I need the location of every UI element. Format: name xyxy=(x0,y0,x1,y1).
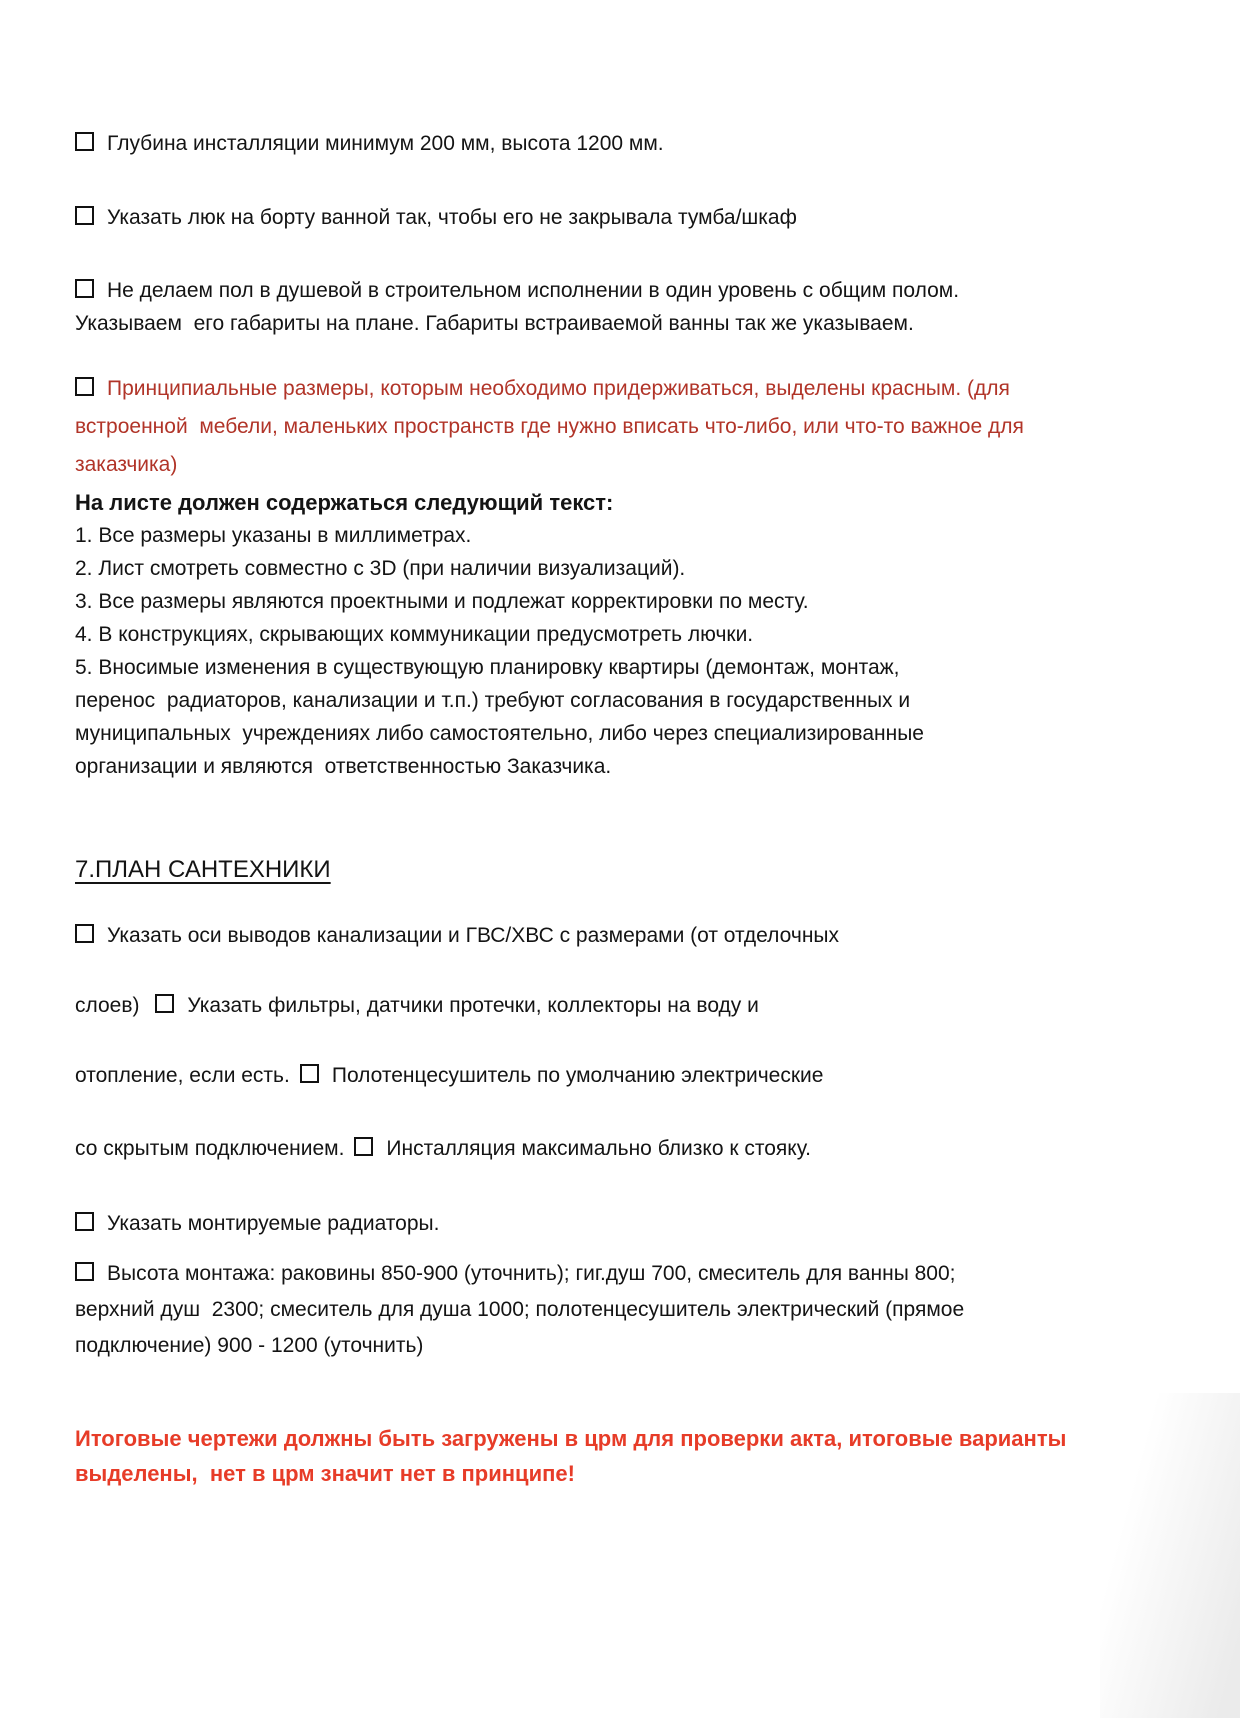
checklist-item-shower-floor xyxy=(75,274,1215,340)
footer-warning-text: выделены, нет в црм значит нет в принципе! xyxy=(75,1461,575,1486)
notes-heading xyxy=(75,486,1215,519)
plumbing-item-installation-riser xyxy=(75,1132,1215,1165)
plumbing-line xyxy=(75,1256,1215,1292)
checklist-text: Глубина инсталляции минимум 200 мм, высота 1200 мм. xyxy=(107,132,664,155)
plumbing-text: Инсталляция максимально близко к стояку. xyxy=(386,1137,811,1160)
checkbox-icon[interactable] xyxy=(75,1262,94,1281)
plumbing-item-sewer-axes xyxy=(75,919,1215,952)
plumbing-line xyxy=(75,1059,1215,1092)
notes-list xyxy=(75,519,1215,783)
checklist-text-red: заказчика) xyxy=(75,453,178,476)
checklist-text: Указать люк на борту ванной так, чтобы его не закрывала тумба/шкаф xyxy=(107,206,797,229)
plumbing-item-filters-sensors xyxy=(75,989,1215,1022)
section-heading-plumbing-plan xyxy=(75,853,1215,887)
checklist-item-installation-depth xyxy=(75,127,1215,160)
plumbing-item-towel-dryer xyxy=(75,1059,1215,1092)
checklist-item-principal-dimensions xyxy=(75,370,1215,484)
checklist-line xyxy=(75,446,1215,484)
notes-list-item: 3. Все размеры являются проектными и подлежат корректировки по месту. xyxy=(75,590,809,613)
checkbox-icon[interactable] xyxy=(75,1212,94,1231)
plumbing-text: отопление, если есть. xyxy=(75,1064,290,1087)
checklist-line xyxy=(75,408,1215,446)
checklist-text-red: Принципиальные размеры, которым необходимо придерживаться, выделены красным. (для xyxy=(107,377,1010,400)
plumbing-text: слоев) xyxy=(75,994,146,1017)
checkbox-icon[interactable] xyxy=(75,206,94,225)
checkbox-icon[interactable] xyxy=(75,279,94,298)
section-heading-text: 7.ПЛАН САНТЕХНИКИ xyxy=(75,856,331,883)
notes-list-item: организации и являются ответственностью Заказчика. xyxy=(75,755,612,778)
plumbing-line xyxy=(75,1132,1215,1165)
plumbing-line xyxy=(75,989,1215,1022)
checklist-line xyxy=(75,201,1215,234)
checklist-item-bath-hatch xyxy=(75,201,1215,234)
plumbing-line xyxy=(75,1292,1215,1328)
plumbing-text: Полотенцесушитель по умолчанию электрические xyxy=(331,1064,824,1087)
plumbing-text: Указать монтируемые радиаторы. xyxy=(107,1212,440,1235)
page-corner-overlay xyxy=(1100,1393,1240,1718)
checkbox-icon[interactable] xyxy=(75,377,94,396)
plumbing-text: со скрытым подключением. xyxy=(75,1137,345,1160)
checkbox-icon[interactable] xyxy=(354,1137,373,1156)
plumbing-item-mounting-heights xyxy=(75,1256,1215,1364)
document-content xyxy=(75,0,1215,1491)
plumbing-text: Указать оси выводов канализации и ГВС/ХВС с размерами (от отделочных xyxy=(107,924,840,947)
notes-list-item: перенос радиаторов, канализации и т.п.) требуют согласования в государственных и xyxy=(75,689,911,712)
plumbing-text: Указать фильтры, датчики протечки, коллекторы на воду и xyxy=(187,994,759,1017)
plumbing-text: подключение) 900 - 1200 (уточнить) xyxy=(75,1334,424,1357)
checklist-line xyxy=(75,370,1215,408)
checkbox-icon[interactable] xyxy=(75,924,94,943)
checklist-line xyxy=(75,307,1215,340)
checkbox-icon[interactable] xyxy=(75,132,94,151)
checklist-text: Указываем его габариты на плане. Габариты встраиваемой ванны так же указываем. xyxy=(75,312,914,335)
footer-warning-text: Итоговые чертежи должны быть загружены в црм для проверки акта, итоговые варианты xyxy=(75,1426,1067,1451)
plumbing-text: Высота монтажа: раковины 850-900 (уточнить); гиг.душ 700, смеситель для ванны 800; xyxy=(107,1262,956,1285)
checklist-line xyxy=(75,127,1215,160)
checklist-line xyxy=(75,274,1215,307)
notes-list-item: 1. Все размеры указаны в миллиметрах. xyxy=(75,524,472,547)
notes-list-item: муниципальных учреждениях либо самостоятельно, либо через специализированные xyxy=(75,722,924,745)
plumbing-text: верхний душ 2300; смеситель для душа 1000; полотенцесушитель электрический (прямое xyxy=(75,1298,965,1321)
plumbing-line xyxy=(75,1328,1215,1364)
plumbing-line xyxy=(75,1207,1215,1240)
notes-list-item: 4. В конструкциях, скрывающих коммуникации предусмотреть лючки. xyxy=(75,623,754,646)
plumbing-item-radiators xyxy=(75,1207,1215,1240)
notes-heading-text: На листе должен содержаться следующий текст: xyxy=(75,490,614,515)
footer-warning xyxy=(75,1421,1215,1491)
checkbox-icon[interactable] xyxy=(300,1064,319,1083)
plumbing-line xyxy=(75,919,1215,952)
checkbox-icon[interactable] xyxy=(155,994,174,1013)
checklist-text-red: встроенной мебели, маленьких пространств где нужно вписать что-либо, или что-то важное для xyxy=(75,415,1024,438)
checklist-text: Не делаем пол в душевой в строительном исполнении в один уровень с общим полом. xyxy=(107,279,960,302)
notes-list-item: 2. Лист смотреть совместно с 3D (при наличии визуализаций). xyxy=(75,557,686,580)
notes-list-item: 5. Вносимые изменения в существующую планировку квартиры (демонтаж, монтаж, xyxy=(75,656,900,679)
